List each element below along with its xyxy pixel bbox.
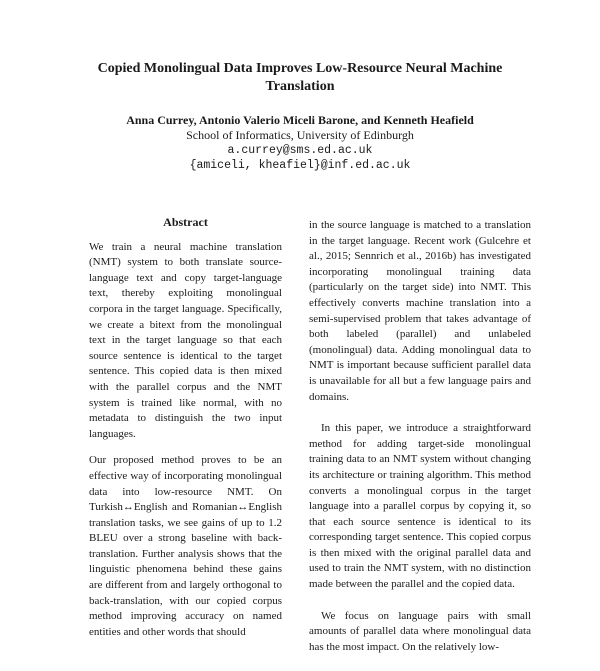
intro-column — [309, 218, 531, 671]
intro-paragraph-1: in the source language is matched to a translation in the target language. Recent work (Gulcehre et al., 2015; Sennrich et al., 2016b) has investigated incorporating monolingual training data (particularly on the target side) into NMT. This effectively converts machine translation into a semi-supervised problem that takes advantage of both labeled (parallel) and unlabeled (monolingual) data. Adding monolingual data to NMT is important because sufficient parallel data is unavailable for all but a few language pairs and domains. — [309, 219, 531, 403]
email-2: {amiceli, kheafiel}@inf.ed.ac.uk — [189, 159, 411, 172]
author-block — [60, 113, 540, 173]
abstract-paragraph-2: Our proposed method proves to be an effective way of incorporating monolingual data into low-resource NMT. On Turkish↔English and Romanian↔English translation tasks, we see gains of up to 1.2 BLEU over a strong baseline with back-translation. Further analysis shows that the linguistic phenomena behind these gains are different from and largely orthogonal to back-translation, with our copied corpus method improving accuracy on named entities and other words that should — [89, 454, 282, 638]
abstract-paragraph-1: We train a neural machine translation (NMT) system to both translate source-language text and copy target-language text, thereby exploiting monolingual corpora in the target language. Specifically, we create a bitext from the monolingual text in the target language so that each source sentence is identical to the target sentence. This copied data is then mixed with the parallel corpus and the NMT system is trained like normal, with no metadata to distinguish the two input languages. — [89, 240, 282, 440]
abstract-heading: Abstract — [163, 215, 208, 229]
affiliation: School of Informatics, University of Edinburgh — [186, 128, 414, 142]
intro-paragraph-2: In this paper, we introduce a straightforward method for adding target-side monolingual training data to an NMT system without changing its architecture or training algorithm. This method converts a monolingual corpus in the target language into a parallel corpus by copying it, so that each source sentence is identical to its corresponding target sentence. This copied corpus is then mixed with the original parallel data and used to train the NMT system, with no distinction made between the parallel and the copied data. — [309, 422, 531, 591]
abstract-column — [89, 215, 282, 651]
paper-title — [60, 60, 540, 96]
title-line-1: Copied Monolingual Data Improves Low-Resource Neural Machine — [97, 61, 503, 76]
author-names: Anna Currey, Antonio Valerio Miceli Barone, and Kenneth Heafield — [126, 113, 474, 127]
intro-paragraph-3: We focus on language pairs with small amounts of parallel data where monolingual data has the most impact. On the relatively low- — [309, 609, 531, 653]
email-1: a.currey@sms.ed.ac.uk — [227, 144, 373, 157]
title-line-2: Translation — [265, 79, 335, 94]
